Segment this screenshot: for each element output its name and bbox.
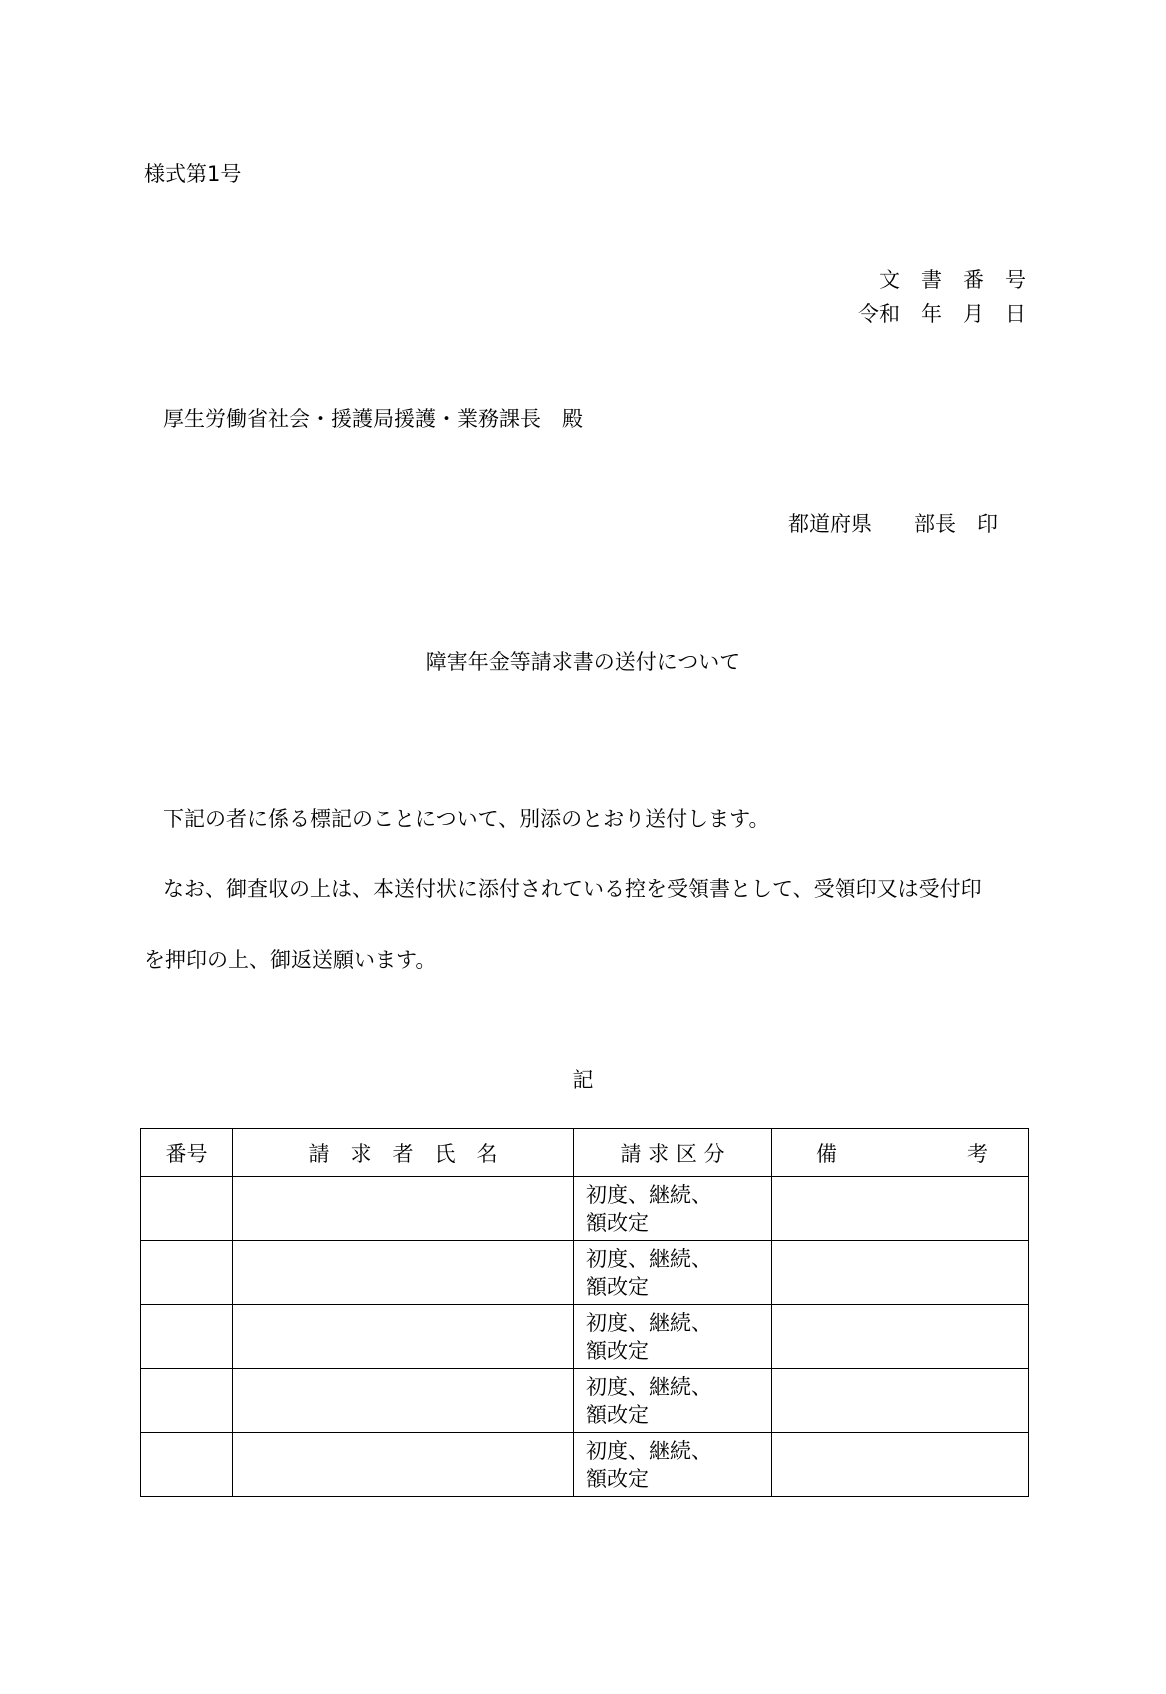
body-paragraph-3: を押印の上、御返送願います。 [144,948,437,972]
document-number-label: 文 書 番 号 [879,268,1026,292]
cell-remarks [772,1369,1029,1433]
claim-type-options: 初度、継続、 [586,1374,712,1399]
cell-remarks [772,1241,1029,1305]
cell-number [141,1433,233,1497]
claim-type-revision: 額改定 [586,1210,649,1235]
sender-line: 都道府県 部長 印 [788,512,998,536]
document-date: 令和 年 月 日 [858,302,1026,326]
form-number: 様式第1号 [144,162,242,186]
table-row [141,1369,1029,1433]
table-row [141,1177,1029,1241]
header-remarks [772,1129,1029,1177]
claim-type-revision: 額改定 [586,1338,649,1363]
cell-remarks [772,1433,1029,1497]
cell-number [141,1177,233,1241]
cell-claim-type [574,1433,772,1497]
claim-type-options: 初度、継続、 [586,1182,712,1207]
header-remarks-left: 備 [816,1141,837,1166]
claim-type-revision: 額改定 [586,1402,649,1427]
cell-claimant-name [233,1369,574,1433]
cell-claim-type [574,1305,772,1369]
cell-claimant-name [233,1305,574,1369]
claim-type-options: 初度、継続、 [586,1246,712,1271]
cell-number [141,1369,233,1433]
subject-title: 障害年金等請求書の送付について [425,650,741,674]
header-remarks-right: 考 [967,1141,988,1166]
header-claim-type: 請 求 区 分 [574,1129,772,1177]
cell-claimant-name [233,1433,574,1497]
header-claimant-name: 請 求 者 氏 名 [233,1129,574,1177]
cell-remarks [772,1177,1029,1241]
records-table [140,1128,1029,1497]
table-row [141,1433,1029,1497]
cell-number [141,1305,233,1369]
cell-claimant-name [233,1177,574,1241]
cell-remarks [772,1305,1029,1369]
table-header-row [141,1129,1029,1177]
cell-claim-type [574,1369,772,1433]
cell-claim-type [574,1241,772,1305]
header-number: 番号 [141,1129,233,1177]
claim-type-revision: 額改定 [586,1274,649,1299]
cell-claim-type [574,1177,772,1241]
cell-claimant-name [233,1241,574,1305]
claim-type-options: 初度、継続、 [586,1310,712,1335]
table-row [141,1241,1029,1305]
body-paragraph-2: なお、御査収の上は、本送付状に添付されている控を受領書として、受領印又は受付印 [163,877,982,901]
table-row [141,1305,1029,1369]
ki-heading: 記 [572,1068,594,1092]
claim-type-revision: 額改定 [586,1466,649,1491]
addressee: 厚生労働省社会・援護局援護・業務課長 殿 [163,407,583,431]
cell-number [141,1241,233,1305]
body-paragraph-1: 下記の者に係る標記のことについて、別添のとおり送付します。 [163,807,770,831]
claim-type-options: 初度、継続、 [586,1438,712,1463]
